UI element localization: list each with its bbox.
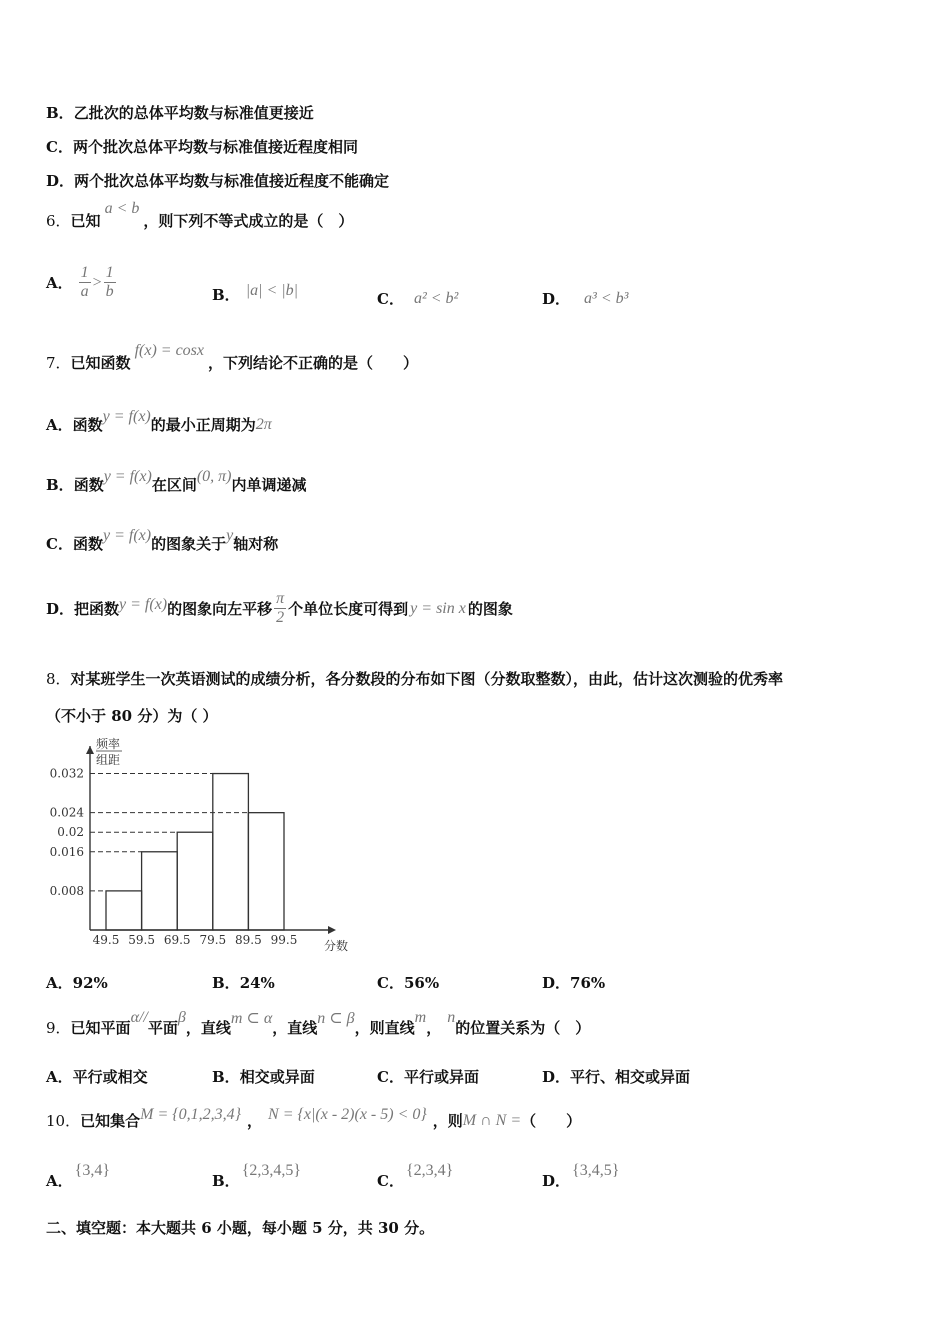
section-heading: 二、填空题：本大题共 6 小题，每小题 5 分，共 30 分。: [46, 1219, 435, 1237]
option-label: C．: [46, 535, 73, 553]
q7-option-a: [46, 407, 272, 435]
option-math: {2,3,4}: [405, 1161, 454, 1179]
option-text: 的最小正周期为: [150, 416, 256, 434]
option-text: 24%: [239, 973, 275, 992]
option-label: D．: [46, 172, 75, 190]
q8-stem-line2: [46, 705, 218, 726]
option-text: 函数: [72, 416, 103, 434]
stem-math: β: [177, 1008, 186, 1026]
q10-option-a: [46, 1160, 110, 1190]
option-text: 个单位长度可得到: [288, 600, 409, 618]
y-tick-label: 0.016: [49, 844, 84, 859]
stem-text: ，直线: [185, 1019, 231, 1037]
option-label: A．: [46, 274, 73, 292]
histogram-bar: [106, 891, 142, 930]
q8-option-b: [212, 972, 275, 993]
stem-math: α//: [130, 1008, 148, 1026]
y-tick-label: 0.008: [49, 883, 84, 898]
option-label: A．: [46, 1068, 73, 1086]
option-text: 76%: [570, 973, 606, 992]
q10-option-b: [212, 1160, 302, 1190]
stem-text: ，则: [432, 1112, 463, 1130]
x-axis-arrow: [328, 926, 336, 934]
option-label: A．: [46, 1172, 73, 1190]
option-label: B．: [212, 974, 240, 992]
option-math: 2π: [255, 415, 272, 433]
stem-math: m: [414, 1008, 427, 1026]
y-tick-label: 0.02: [57, 825, 84, 840]
stem-text: ，直线: [272, 1019, 318, 1037]
option-label: D．: [542, 1068, 571, 1086]
stem-text: ，: [247, 1112, 263, 1130]
y-tick-label: 0.024: [49, 805, 84, 820]
stem-text: 已知平面: [70, 1019, 131, 1037]
q6-option-b: [212, 281, 299, 305]
option-text: 在区间: [151, 476, 197, 494]
fraction-1-over-a: [79, 264, 91, 301]
y-axis-label-bottom: 组距: [96, 753, 121, 767]
x-tick-label: 89.5: [235, 933, 262, 947]
option-text: 平行或异面: [403, 1068, 479, 1086]
set-m-math: M = {0,1,2,3,4}: [140, 1105, 242, 1123]
set-n-math: N = {x|(x - 2)(x - 5) < 0}: [268, 1105, 427, 1123]
stem-math: m ⊂ α: [230, 1009, 273, 1027]
option-text: 两个批次总体平均数与标准值接近程度相同: [72, 138, 358, 156]
option-math: y = f(x): [102, 526, 152, 544]
q7-option-c: [46, 526, 279, 554]
stem-text: 已知: [70, 212, 101, 230]
option-text: 的图象向左平移: [167, 600, 273, 618]
histogram-bar: [177, 832, 213, 930]
q7-option-b: [46, 467, 307, 495]
option-label: A．: [46, 974, 73, 992]
option-math: {2,3,4,5}: [241, 1161, 302, 1179]
option-text: 两个批次总体平均数与标准值接近程度不能确定: [74, 172, 390, 190]
q7-option-d: [46, 590, 513, 627]
option-text: 乙批次的总体平均数与标准值更接近: [73, 104, 314, 122]
q6-option-c: [377, 288, 458, 309]
option-label: D．: [542, 290, 571, 308]
q8-option-c: [377, 972, 439, 993]
question-number: 9．: [46, 1019, 71, 1037]
option-math: y = f(x): [102, 407, 151, 425]
stem-text: ，下列结论不正确的是（ ）: [208, 354, 419, 372]
q5-option-c: [46, 136, 358, 157]
stem-text: ，则直线: [354, 1019, 415, 1037]
option-math: (0, π): [196, 467, 232, 485]
fraction-denominator: 2: [276, 609, 285, 626]
stem-text: 的位置关系为（ ）: [455, 1019, 591, 1037]
option-label: B．: [46, 104, 74, 122]
q9-stem: [46, 1008, 591, 1038]
option-label: D．: [542, 974, 571, 992]
x-tick-label: 99.5: [270, 933, 298, 947]
option-label: B．: [212, 1068, 240, 1086]
option-label: C．: [377, 1068, 404, 1086]
histogram-bar: [213, 774, 249, 930]
option-label: C．: [46, 138, 73, 156]
intersection-math: M ∩ N =: [462, 1111, 522, 1129]
stem-text: 对某班学生一次英语测试的成绩分析，各分数段的分布如下图（分数取整数），由此，估计这次测验的优秀率: [70, 670, 784, 688]
stem-text: ，: [426, 1019, 442, 1037]
x-tick-label: 49.5: [92, 933, 120, 947]
function-math: f(x) = cosx: [134, 341, 204, 359]
question-number: 10．: [46, 1112, 81, 1130]
fraction-denominator: a: [80, 283, 89, 300]
option-text: 平行或相交: [72, 1068, 148, 1086]
option-text: 把函数: [74, 600, 120, 618]
option-math: a² < b²: [413, 289, 459, 307]
condition-math: a < b: [104, 199, 140, 217]
fraction-1-over-b: [104, 264, 116, 301]
y-axis-arrow: [86, 746, 94, 754]
question-number: 7．: [46, 354, 71, 372]
x-tick-label: 79.5: [199, 933, 227, 947]
option-label: B．: [212, 286, 240, 304]
option-math: a³ < b³: [584, 289, 629, 307]
x-tick-label: 59.5: [128, 933, 155, 947]
option-math: {3,4,5}: [572, 1161, 620, 1179]
y-tick-label: 0.032: [49, 766, 84, 781]
option-math: |a| < |b|: [245, 281, 299, 299]
option-label: C．: [377, 974, 404, 992]
q9-option-c: [377, 1066, 479, 1087]
q6-option-a: [46, 264, 118, 301]
q6-option-d: [542, 288, 628, 309]
q8-option-d: [542, 972, 605, 993]
fraction-numerator: 1: [80, 264, 89, 281]
q9-option-b: [212, 1066, 315, 1087]
question-number: 6．: [46, 212, 71, 230]
option-math: y = f(x): [119, 595, 168, 613]
option-label: A．: [46, 416, 73, 434]
q5-option-b: [46, 102, 314, 123]
stem-text: （不小于 80 分）为（ ）: [46, 707, 218, 725]
stem-text: 已知集合: [80, 1112, 141, 1130]
x-axis-label: 分数: [324, 939, 349, 953]
q10-option-c: [377, 1160, 454, 1190]
q9-option-d: [542, 1066, 690, 1087]
q8-stem-line1: [46, 668, 783, 689]
option-math: y: [226, 526, 234, 544]
option-label: C．: [377, 290, 404, 308]
q8-option-a: [46, 972, 108, 993]
stem-text: 已知函数: [70, 354, 131, 372]
option-label: D．: [46, 600, 75, 618]
option-label: B．: [212, 1172, 240, 1190]
option-math: y = sin x: [410, 599, 466, 617]
option-text: 92%: [72, 973, 108, 992]
option-label: B．: [46, 476, 74, 494]
stem-math: n ⊂ β: [317, 1009, 355, 1027]
option-text: 函数: [72, 535, 103, 553]
q10-stem: [46, 1105, 582, 1131]
option-text: 56%: [403, 973, 440, 992]
option-text: 函数: [73, 476, 104, 494]
option-text: 的图象关于: [151, 535, 227, 553]
q5-option-d: [46, 170, 389, 191]
fraction-numerator: π: [276, 590, 285, 607]
stem-math: n: [447, 1008, 456, 1026]
option-text: 内单调递减: [231, 476, 307, 494]
option-label: D．: [542, 1172, 571, 1190]
histogram-bar: [248, 813, 284, 930]
fraction-numerator: 1: [105, 264, 114, 281]
stem-text: 平面: [147, 1019, 178, 1037]
q9-option-a: [46, 1066, 148, 1087]
option-text: 的图象: [467, 600, 513, 618]
frequency-histogram: [44, 734, 349, 956]
fraction-denominator: b: [105, 283, 114, 300]
option-text: 相交或异面: [239, 1068, 315, 1086]
x-tick-label: 69.5: [163, 933, 191, 947]
fraction-pi-over-2: [274, 590, 286, 627]
y-axis-label-top: 频率: [96, 737, 121, 751]
option-label: C．: [377, 1172, 404, 1190]
q10-option-d: [542, 1160, 620, 1190]
option-math: {3,4}: [74, 1161, 110, 1179]
comparison-operator: >: [92, 273, 102, 291]
stem-text: （ ）: [521, 1112, 582, 1130]
stem-text: ，则下列不等式成立的是（ ）: [143, 212, 354, 230]
histogram-bar: [142, 852, 178, 930]
question-number: 8．: [46, 670, 71, 688]
option-text: 轴对称: [233, 535, 279, 553]
option-text: 平行、相交或异面: [570, 1068, 691, 1086]
option-math: y = f(x): [103, 467, 152, 485]
q7-stem: [46, 341, 419, 373]
q6-stem: [46, 199, 354, 231]
